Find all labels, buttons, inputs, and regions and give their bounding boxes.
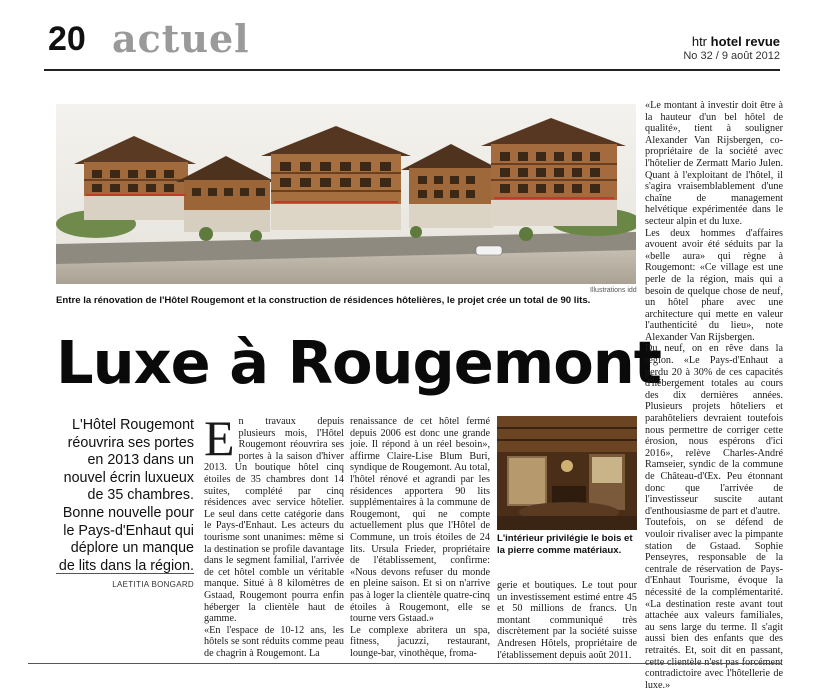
photo-credit: Illustrations idd <box>590 287 637 294</box>
brand-name: hotel revue <box>710 34 780 49</box>
paragraph <box>204 410 344 625</box>
header-rule <box>44 69 780 71</box>
paragraph: Les deux hommes d'affaires avouent avoir été séduits par la «belle aura» qui règne à Rougemont: «Ce village est une perle de la région, mais qui a besoin de quelque chose de neuf, un hôtel phare avec une architecture qui mette en valeur l'authenticité du lieu», note Alexander Van Rijsbergen. <box>645 227 783 343</box>
article-column-2 <box>350 416 490 659</box>
interior-photo <box>497 416 637 530</box>
dropcap: E <box>204 410 235 466</box>
footer-rule <box>28 663 782 664</box>
section-title: actuel <box>112 16 250 61</box>
article-column-1 <box>204 410 344 659</box>
paragraph: gerie et boutiques. Le tout pour un investissement estimé entre 45 et 50 millions de francs. Un montant communiqué très discrètement par la société suisse Andresen Hôtels, propriétaire de l'établissement depuis août 2011. <box>497 580 637 661</box>
paragraph: Toutefois, on se défend de vouloir rivaliser avec la pimpante station de Gstaad. Sophie Penseyres, responsable de la centrale de réservation de Pays-d'Enhaut Tourisme, évoque la nécessité de la complémentarité. «La destination reste avant tout attachée aux valeurs familiales, au sens large du terme. Il s'agit aussi bien des enfants que des retraités. Et, soit dit en passant, cette clientèle n'est pas forcément contradictoire avec l'hôtellerie de luxe.» <box>645 517 783 691</box>
interior-photo-caption: L'intérieur privilégie le bois et la pierre comme matériaux. <box>497 533 633 556</box>
paragraph: Le complexe abritera un spa, fitness, jacuzzi, restaurant, lounge-bar, vinothèque, froma- <box>350 624 490 659</box>
lead-divider <box>56 573 194 574</box>
article-column-4 <box>645 100 783 691</box>
publication-brand <box>692 34 780 49</box>
issue-date: No 32 / 9 août 2012 <box>683 50 780 62</box>
paragraph: «En l'espace de 10-12 ans, les hôtels se sont réduits comme peau de chagrin à Rougemont. La <box>204 624 344 659</box>
article-headline: Luxe à Rougemont <box>56 328 661 397</box>
paragraph-text: n travaux depuis plusieurs mois, l'Hôtel Rougemont réouvrira ses portes à la saison d'hiver 2013. Un boutique hôtel cinq étoiles de 35 chambres dont 14 suites, complété par cinq résidences avec service hôtelier. Le seul dans cette catégorie dans le Pays-d'Enhaut. Les acteurs du tourisme sont unanimes: même si la destination se profile davantage dans le segment familial, l'arrivée de cet hôtel comble un véritable manque. Situé à 8 kilomètres de Gstaad, Rougemont pourra enfin héberger la clientèle haut de gamme. <box>204 416 344 625</box>
article-column-3 <box>497 580 637 661</box>
article-author: LAETITIA BONGARD <box>112 580 194 589</box>
paragraph: renaissance de cet hôtel fermé depuis 2006 est donc une grande joie. Il répond à un réel besoin», affirme Claire-Lise Blum Buri, syndique de Rougemont. Au total, l'hôtel rénové et agrandi par les résidences apportera 90 lits supplémentaires à la commune de Rougemont, qui ne compte actuellement plus que l'Hôtel de Commune, un trois étoiles de 24 lits. Ursula Frieder, propriétaire de l'établissement, confirme: «Nous devons refuser du monde en pleine saison. Et si on n'arrive pas à loger la clientèle quatre-cinq étoiles à Rougemont, elle se tourne vers Gstaad.» <box>350 416 491 625</box>
page-number: 20 <box>48 20 86 58</box>
paragraph: «Le montant à investir doit être à la hauteur d'un bel hôtel de qualité», tient à souligner Alexander Van Rijsbergen, co-propriétaire de la société avec l'hôtelier de Zermatt Mario Julen. Quant à l'exploitant de l'hôtel, il s'agira vraisemblablement d'une chaîne de management helvétique expérimentée dans le secteur alpin et du luxe. <box>645 100 783 227</box>
photo-caption: Entre la rénovation de l'Hôtel Rougemont et la construction de résidences hôtelières, le projet crée un total de 90 lits. <box>56 295 591 306</box>
brand-prefix: htr <box>691 34 708 49</box>
hotel-rendering-photo <box>56 104 636 284</box>
paragraph: Du neuf, on en rêve dans la région. «Le Pays-d'Enhaut a perdu 20 à 30% de ces capacités d'hébergement totales au cours des dix dernières années. Plusieurs projets hôteliers et parahôteliers devraient toutefois nous permettre de corriger cette érosion, nous espérons d'ici 2016», relève Charles-André Ramseier, syndic de la commune de Château-d'Œx. Peu étonnant donc que l'arrivée de l'investisseur suscite autant d'enthousiasme de part et d'autre. <box>645 343 783 517</box>
article-lead: L'Hôtel Rougemont réouvrira ses portes en 2013 dans un nouvel écrin luxueux de 35 chambres. Bonne nouvelle pour le Pays-d'Enhaut qui déplore un manque de lits dans la région. <box>58 417 194 574</box>
